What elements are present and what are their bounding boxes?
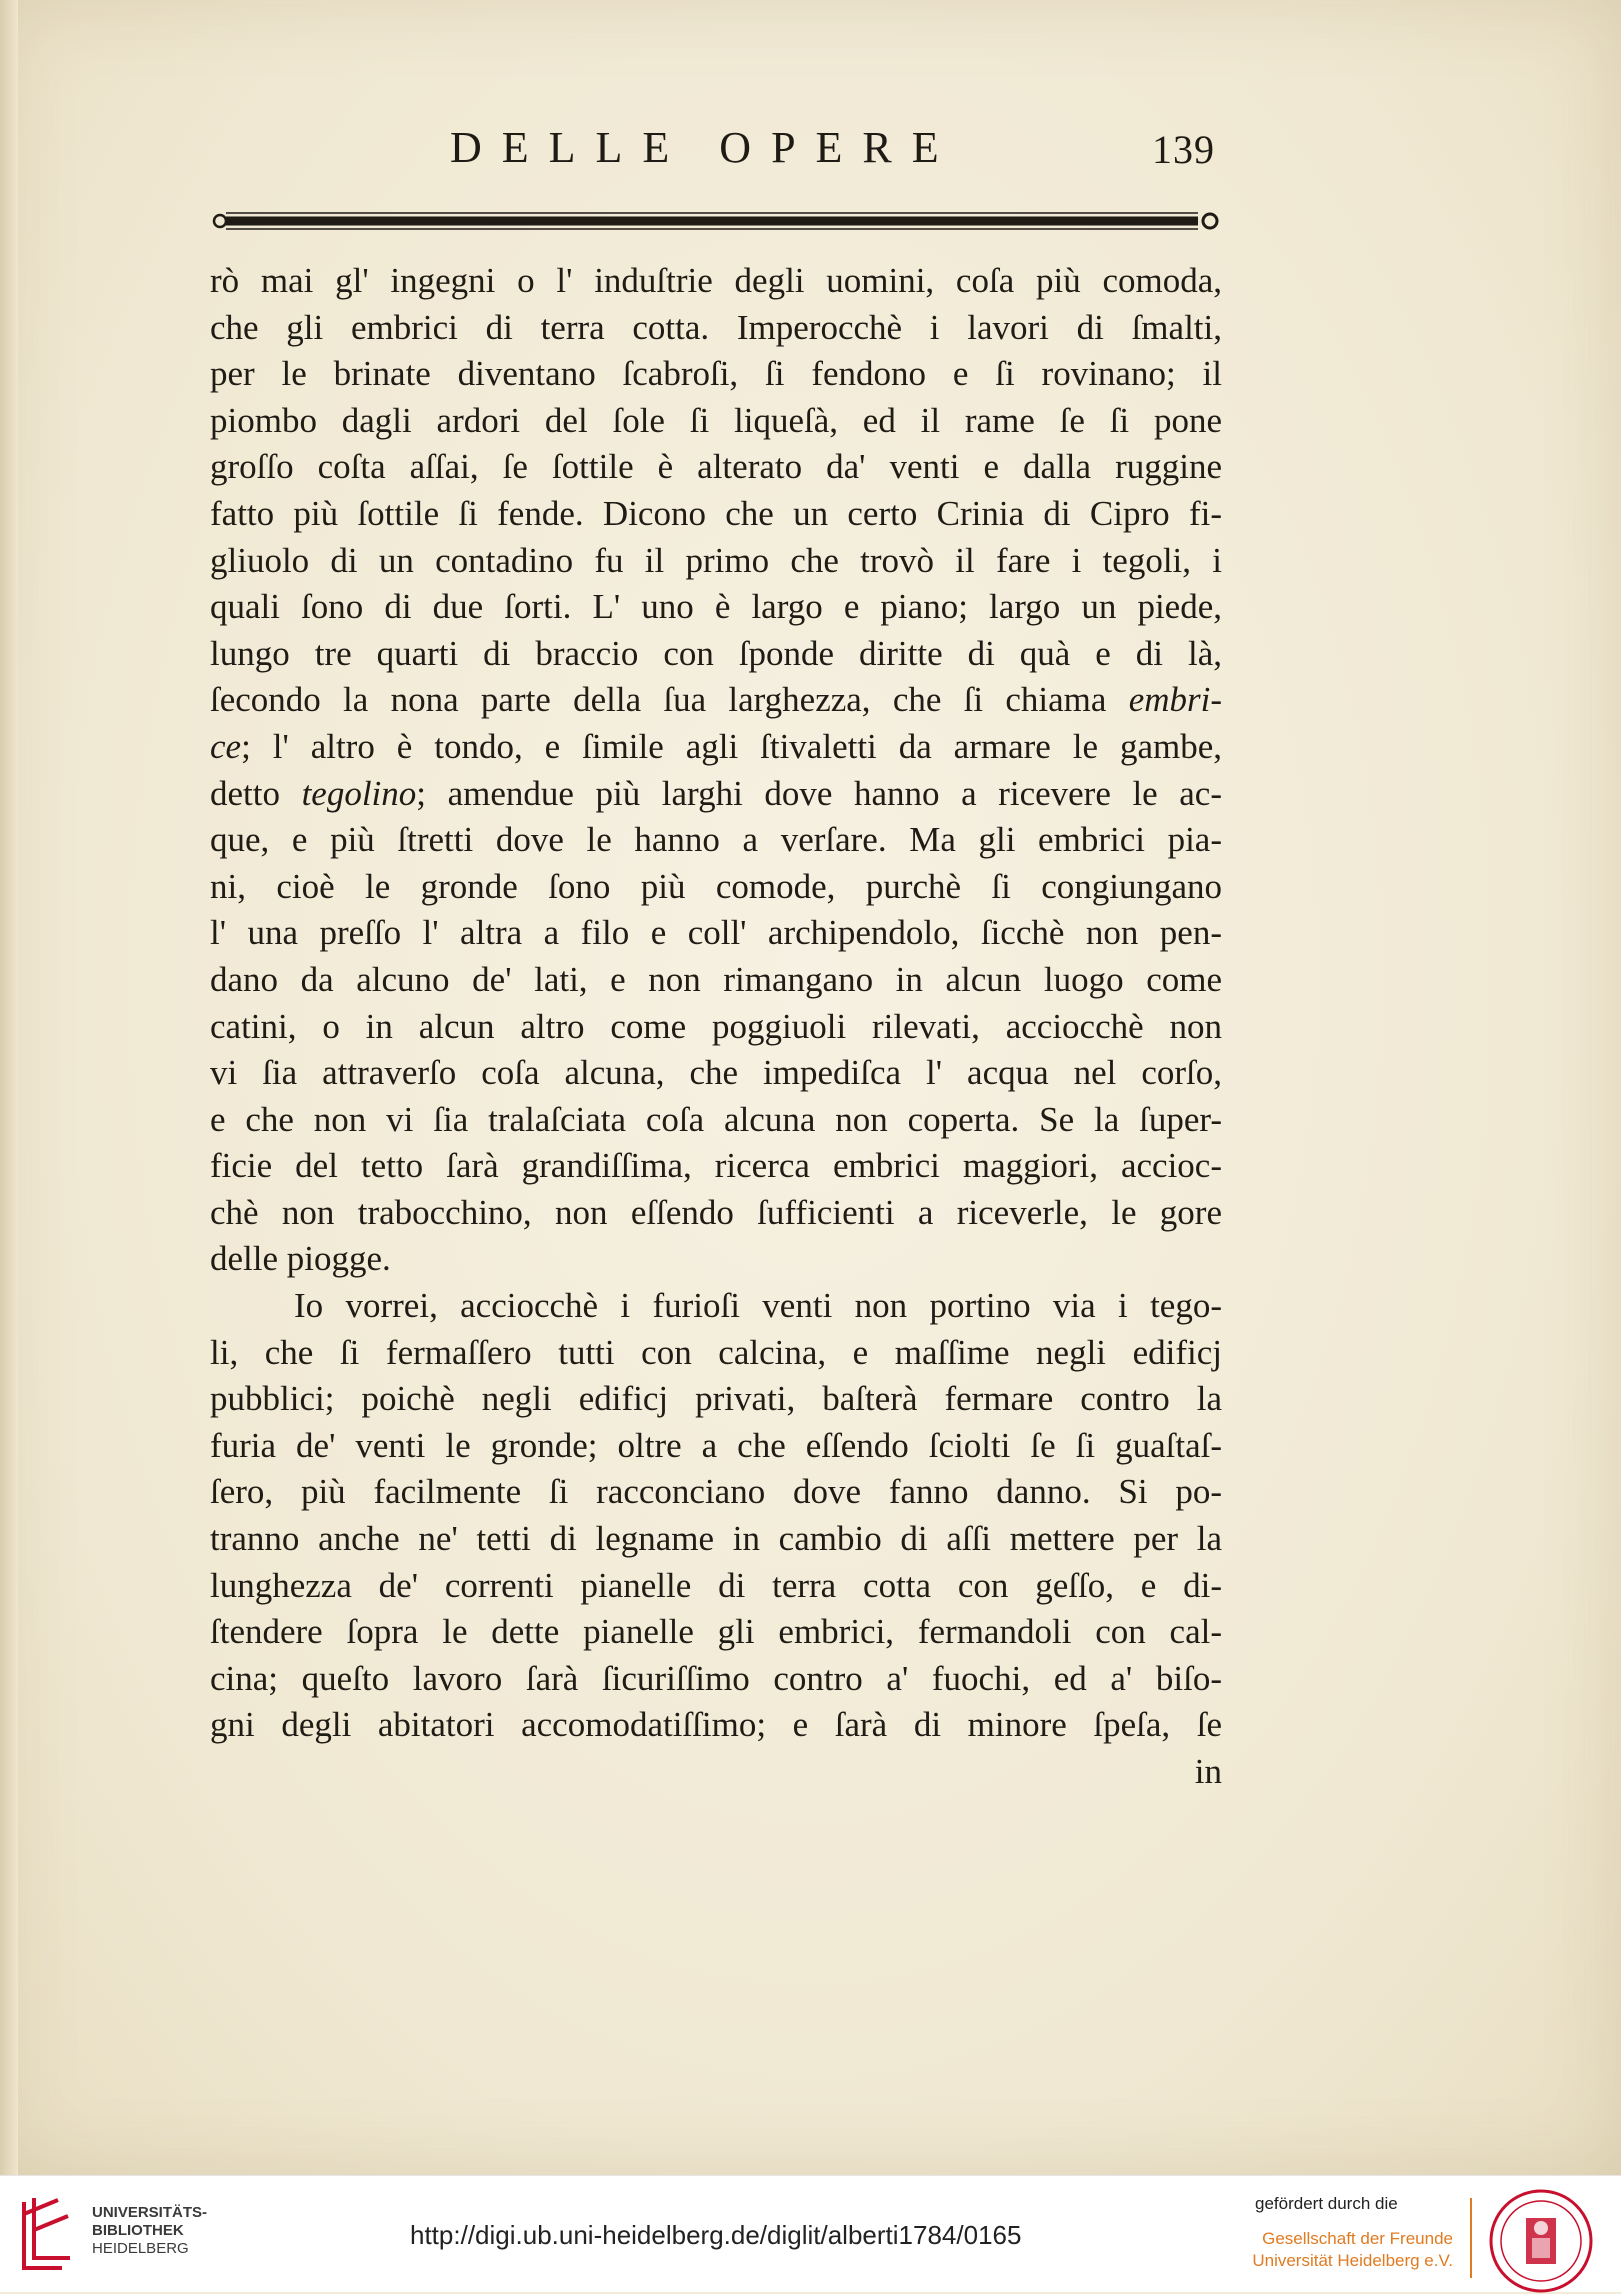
text-line: che gli embrici di terra cotta. Imperocchè i lavori di ſmalti, [210,307,1222,347]
text-line: furia de' venti le gronde; oltre a che eſſendo ſciolti ſe ſi guaſtaſ- [210,1425,1222,1465]
text-line: detto tegolino; amendue più larghi dove hanno a ricevere le ac- [210,773,1222,813]
running-title-word-1: DELLE [450,123,690,172]
text-line: ſecondo la nona parte della ſua larghezza, che ſi chiama embri- [210,680,1222,720]
text-line: cina; queſto lavoro ſarà ſicuriſſimo contro a' fuochi, ed a' biſo- [210,1658,1222,1698]
text-line: rò mai gl' ingegni o l' induſtrie degli uomini, coſa più comoda, [210,261,1222,300]
text-line: ſtendere ſopra le dette pianelle gli embrici, fermandoli con cal- [210,1612,1222,1652]
text-line: que, e più ſtretti dove le hanno a verſare. Ma gli embrici pia- [210,820,1222,860]
header-rule [210,210,1220,232]
running-title [450,122,959,173]
text-line: gliuolo di un contadino fu il primo che trovò il fare i tegoli, i [210,540,1222,580]
funder-name[interactable] [1252,2228,1453,2272]
library-name-line-3: HEIDELBERG [92,2240,189,2257]
library-name[interactable] [92,2204,207,2258]
text-line: ce; l' altro è tondo, e ſimile agli ſtivaletti da armare le gambe, [210,726,1222,766]
text-line: lunghezza de' correnti pianelle di terra cotta con geſſo, e di- [210,1565,1222,1605]
page-left-edge [0,0,18,2175]
text-line: e che non vi ſia tralaſciata coſa alcuna non coperta. Se la ſuper- [210,1099,1222,1139]
library-name-line-2: BIBLIOTHEK [92,2222,184,2239]
text-line: li, che ſi fermaſſero tutti con calcina, e maſſime negli edificj [210,1332,1222,1372]
page-number: 139 [1152,127,1215,172]
text-line: Io vorrei, acciocchè i furioſi venti non portino via i tego- [294,1286,1222,1326]
text-line: catini, o in alcun altro come poggiuoli rilevati, acciocchè non [210,1006,1222,1046]
footer-divider [1470,2198,1472,2278]
university-seal-icon[interactable] [1488,2188,1594,2294]
text-line: fatto più ſottile ſi fende. Dicono che un certo Crinia di Cipro fi- [210,493,1222,533]
text-line: dano da alcuno de' lati, e non rimangano in alcun luogo come [210,959,1222,999]
running-head [200,122,1240,182]
text-line: piombo dagli ardori del ſole ſi liqueſà, ed il rame ſe ſi pone [210,400,1222,440]
text-line: ſero, più facilmente ſi racconciano dove fanno danno. Si po- [210,1472,1222,1512]
permalink-url[interactable]: http://digi.ub.uni-heidelberg.de/diglit/alberti1784/0165 [410,2220,1022,2250]
university-library-logo-icon[interactable] [18,2194,76,2276]
text-line: vi ſia attraverſo coſa alcuna, che impediſca l' acqua nel corſo, [210,1053,1222,1093]
funder-name-line-1: Gesellschaft der Freunde [1262,2229,1453,2248]
body-text [210,258,1222,1796]
text-line: groſſo coſta aſſai, ſe ſottile è alterato da' venti e dalla ruggine [210,447,1222,487]
viewer-footer [0,2175,1621,2292]
text-line: pubblici; poichè negli edificj privati, baſterà fermare contro la [210,1379,1222,1419]
text-line: chè non trabocchino, non eſſendo ſufficienti a riceverle, le gore [210,1192,1222,1232]
library-name-line-1: UNIVERSITÄTS- [92,2204,208,2221]
funder-name-line-2: Universität Heidelberg e.V. [1252,2251,1453,2270]
text-line: ficie del tetto ſarà grandiſſima, ricerca embrici maggiori, acciоc- [210,1146,1222,1186]
text-line: l' una preſſo l' altra a filo e coll' archipendolo, ſicchè non pen- [210,913,1222,953]
text-line: quali ſono di due ſorti. L' uno è largo e piano; largo un piede, [210,587,1222,627]
text-line: delle piogge. [210,1239,391,1279]
catchword: in [1194,1752,1222,1791]
text-line: ni, cioè le gronde ſono più comode, purchè ſi congiungano [210,866,1222,906]
running-title-word-2: OPERE [719,123,959,172]
text-line: gni degli abitatori accomodatiſſimo; e ſarà di minore ſpeſa, ſe [210,1705,1222,1745]
text-line: lungo tre quarti di braccio con ſponde diritte di quà e di là, [210,633,1222,673]
funder-label: gefördert durch die [1255,2194,1398,2213]
text-line: tranno anche ne' tetti di legname in cambio di aſſi mettere per la [210,1519,1222,1559]
text-line: per le brinate diventano ſcabroſi, ſi fendono e ſi rovinano; il [210,354,1222,394]
